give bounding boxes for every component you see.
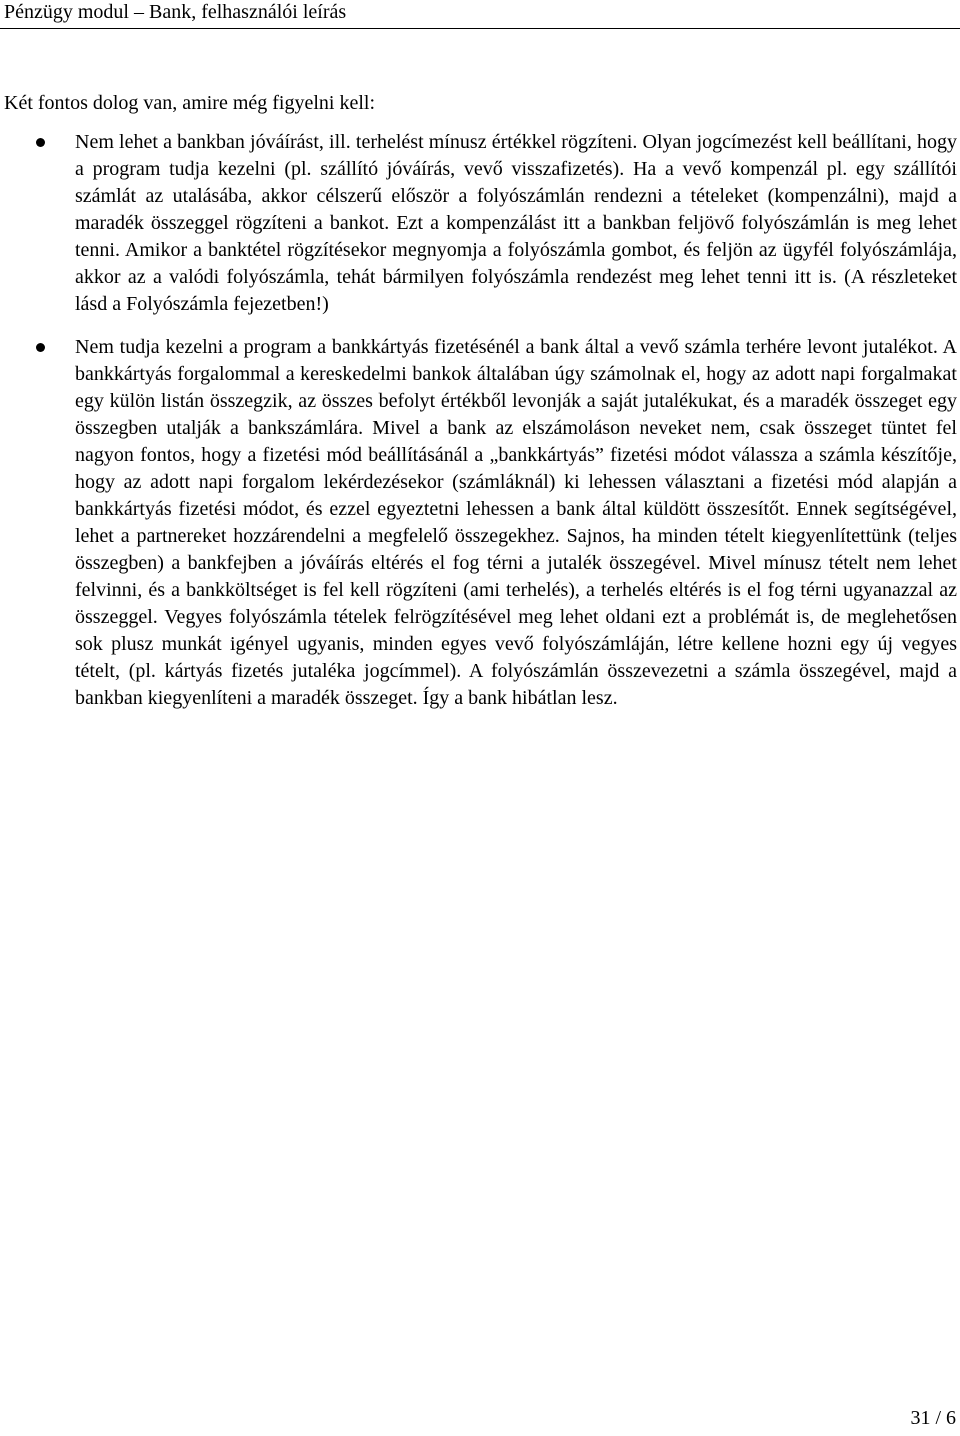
header-divider — [0, 28, 960, 29]
list-item — [75, 334, 957, 712]
bullet-icon — [36, 138, 45, 147]
bullet-icon — [36, 343, 45, 352]
page-header: Pénzügy modul – Bank, felhasználói leírás — [4, 1, 347, 23]
bullet-list — [75, 129, 957, 712]
bullet-text: Nem lehet a bankban jóváírást, ill. terhelést mínusz értékkel rögzíteni. Olyan jogcímezést kell beállítani, hogy a program tudja kezelni (pl. szállító jóváírás, vevő visszafizetés). Ha a vevő kompenzál pl. egy szállítói számlát az utalásába, akkor célszerű először a folyószámlán rendezni a tételeket (kompenzálni), majd a maradék összeggel rögzíteni a bankot. Ezt a kompenzálást itt a bankban feljövő folyószámlán is meg lehet tenni. Amikor a banktétel rögzítésekor megnyomja a folyószámla gombot, és feljön az ügyfél folyószámlája, akkor az a valódi folyószámla, tehát bármilyen folyószámla rendezést meg lehet tenni itt is. (A részleteket lásd a Folyószámla fejezetben!) — [75, 131, 957, 315]
page-number: 31 / 6 — [910, 1407, 956, 1429]
list-item — [75, 129, 957, 318]
bullet-text: Nem tudja kezelni a program a bankkártyás fizetésénél a bank által a vevő számla terhére levont jutalékot. A bankkártyás forgalommal a kereskedelmi bankok általában úgy számolnak el, hogy az adott napi forgalmakat egy külön listán összegzik, az összes befolyt értékből levonják a saját jutalékukat, és a maradék összeget egy összegben utalják a bankszámlára. Mivel a bank az elszámoláson neveket nem, csak összeget tüntet fel nagyon fontos, hogy a fizetési mód beállításánál a „bankkártyás” fizetési módot válassza a számla készítője, hogy az adott napi forgalom lekérdezésekor (számláknál) ki lehessen választani a fizetési mód alapján a bankkártyás fizetési módot, és ezzel egyeztetni lehessen a bank által küldött összesítőt. Ennek segítségével, lehet a partnereket hozzárendelni a megfelelő összegekhez. Sajnos, ha minden tételt kiegyenlítettünk (teljes összegben) a bankfejben a jóváírás eltérés el fog térni a jutalék összegével. Mivel mínusz tételt nem lehet felvinni, és a bankköltséget is fel kell rögzíteni (ami terhelés), a terhelés eltérés is el fog térni ugyanazzal az összeggel. Vegyes folyószámla tételek felrögzítésével meg lehet oldani ezt a problémát is, de meglehetősen sok plusz munkát igényel ugyanis, minden egyes vevő folyószámláján, létre kellene hozni egy új vegyes tételt, (pl. kártyás fizetés jutaléka jogcímmel). A folyószámlán összevezetni a számla összegével, majd a bankban kiegyenlíteni a maradék összeget. Így a bank hibátlan lesz. — [75, 336, 957, 709]
intro-text: Két fontos dolog van, amire még figyelni kell: — [4, 92, 376, 114]
